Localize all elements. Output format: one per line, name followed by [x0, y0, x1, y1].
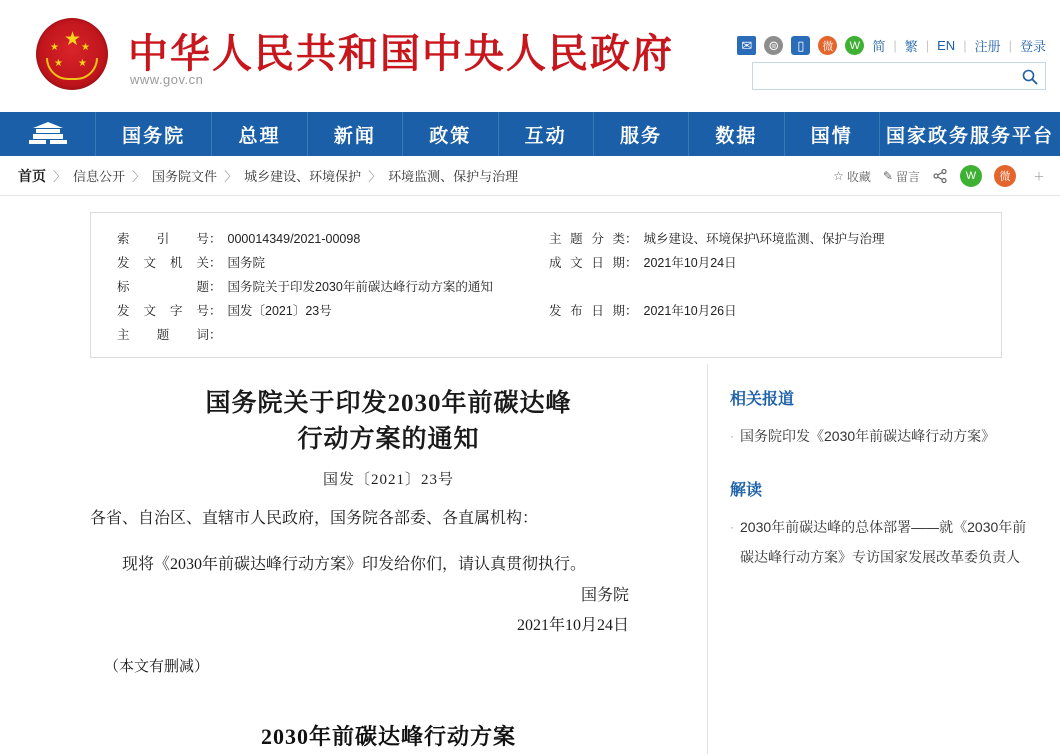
pencil-icon: ✎	[882, 169, 893, 183]
nav-item-shuju[interactable]: 数据	[689, 112, 784, 156]
message-button[interactable]	[883, 168, 920, 185]
breadcrumb-home[interactable]: 首页	[18, 167, 46, 184]
metadata-row	[91, 227, 1001, 251]
share-icon	[932, 168, 948, 184]
weibo-share-icon[interactable]: 微	[994, 165, 1016, 187]
register-link[interactable]: 注册	[974, 39, 1001, 54]
metadata-value-category: 城乡建设、环境保护\环境监测、保护与治理	[643, 232, 885, 246]
metadata-colon: ：	[625, 256, 638, 270]
metadata-label-written-date: 成文日期	[549, 256, 625, 270]
breadcrumb-actions	[833, 156, 1050, 196]
metadata-value-doc-number: 国发〔2021〕23号	[227, 304, 332, 318]
wechat-icon[interactable]: W	[845, 36, 864, 55]
plus-icon[interactable]: ＋	[1028, 165, 1050, 187]
page-content	[0, 212, 1060, 754]
metadata-colon: ：	[625, 304, 638, 318]
breadcrumb-arrow-3: 〉	[224, 169, 238, 184]
wechat-share-icon[interactable]: W	[960, 165, 982, 187]
metadata-colon: ：	[209, 256, 222, 270]
mail-icon[interactable]: ✉	[737, 36, 756, 55]
metadata-row	[91, 323, 1001, 347]
nav-item-xinwen[interactable]: 新闻	[308, 112, 403, 156]
tools-separator-3: |	[963, 38, 967, 53]
nav-item-zongli[interactable]: 总理	[212, 112, 307, 156]
metadata-colon: ：	[209, 232, 222, 246]
nav-item-guoqing[interactable]: 国情	[785, 112, 880, 156]
metadata-value-written-date: 2021年10月24日	[643, 256, 737, 270]
breadcrumb-arrow-4: 〉	[368, 169, 382, 184]
main-nav	[0, 112, 1060, 156]
message-label: 留言	[895, 169, 920, 184]
article-signature: 国务院	[580, 587, 629, 604]
search-input[interactable]	[753, 63, 1015, 89]
metadata-label-issuer: 发文机关	[117, 256, 209, 270]
document-metadata-table	[90, 212, 1002, 358]
search-button[interactable]	[1021, 67, 1041, 87]
sidebar-link-interpretation-1[interactable]: 2030年前碳达峰的总体部署——就《2030年前碳达峰行动方案》专访国家发展改革委负责人	[740, 519, 1027, 565]
metadata-value-publish-date: 2021年10月26日	[643, 304, 737, 318]
site-url: www.gov.cn	[130, 72, 204, 87]
metadata-value-issuer: 国务院	[227, 256, 266, 270]
article-sign-date: 2021年10月24日	[516, 617, 629, 634]
metadata-row	[91, 299, 1001, 323]
article-title-line1: 国务院关于印发2030年前碳达峰	[205, 390, 572, 417]
body-wrapper	[18, 364, 1042, 754]
favorite-button[interactable]	[833, 168, 871, 185]
bullet-icon: ·	[730, 429, 734, 443]
metadata-label-title: 标 题	[117, 280, 209, 294]
metadata-colon: ：	[625, 232, 638, 246]
search-box[interactable]	[752, 62, 1046, 90]
lang-traditional-link[interactable]: 繁	[904, 39, 918, 54]
article-heading-2: 2030年前碳达峰行动方案	[260, 724, 516, 749]
metadata-label-keywords: 主 题 词	[117, 328, 209, 342]
metadata-label-publish-date: 发布日期	[549, 304, 625, 318]
star-icon: ☆	[833, 169, 844, 183]
sidebar-section-related-title: 相关报道	[730, 391, 795, 408]
nav-item-service-platform[interactable]: 国家政务服务平台	[886, 125, 1055, 147]
site-header	[0, 0, 1060, 112]
breadcrumb-item-2[interactable]: 国务院文件	[152, 169, 218, 184]
favorite-label: 收藏	[846, 169, 871, 184]
lang-simplified-link[interactable]: 简	[872, 39, 886, 54]
gate-tower-icon	[25, 121, 71, 147]
nav-item-hudong[interactable]: 互动	[499, 112, 594, 156]
article-body	[18, 364, 708, 754]
weibo-icon[interactable]: 微	[818, 36, 837, 55]
share-button[interactable]	[932, 168, 948, 184]
mobile-icon[interactable]: ▯	[791, 36, 810, 55]
bullet-icon: ·	[730, 520, 734, 534]
search-icon	[1021, 68, 1039, 86]
national-emblem-icon: ★ ★ ★ ★ ★	[36, 18, 110, 92]
metadata-row	[91, 251, 1001, 275]
sidebar-item-related-1[interactable]	[730, 421, 1028, 451]
breadcrumb-item-4[interactable]: 环境监测、保护与治理	[388, 169, 519, 184]
lang-english-link[interactable]: EN	[937, 38, 956, 53]
breadcrumb-arrow-1: 〉	[53, 169, 67, 184]
nav-item-guowuyuan[interactable]: 国务院	[96, 112, 212, 156]
site-title: 中华人民共和国中央人民政府	[128, 31, 674, 76]
tools-separator-4: |	[1008, 38, 1012, 53]
breadcrumb-item-1[interactable]: 信息公开	[73, 169, 126, 184]
article-doc-number: 国发〔2021〕23号	[322, 472, 454, 488]
sidebar-section-interpretation-title: 解读	[730, 482, 763, 499]
tools-separator-2: |	[925, 38, 930, 53]
sidebar	[708, 364, 1042, 754]
mini-site-icon[interactable]: ⊜	[764, 36, 783, 55]
metadata-label-index: 索引号	[117, 232, 209, 246]
metadata-colon: ：	[209, 280, 222, 294]
sidebar-link-related-1[interactable]: 国务院印发《2030年前碳达峰行动方案》	[740, 428, 996, 444]
login-link[interactable]: 登录	[1019, 39, 1046, 54]
metadata-colon: ：	[209, 328, 222, 342]
tools-separator-1: |	[893, 38, 897, 53]
metadata-row	[91, 275, 1001, 299]
nav-item-zhengce[interactable]: 政策	[403, 112, 498, 156]
metadata-label-category: 主题分类	[549, 232, 625, 246]
breadcrumb-arrow-2: 〉	[132, 169, 146, 184]
breadcrumb-item-3[interactable]: 城乡建设、环境保护	[244, 169, 362, 184]
metadata-value-index: 000014349/2021-00098	[227, 232, 361, 246]
sidebar-item-interpretation-1[interactable]	[730, 512, 1028, 572]
article-title-line2: 行动方案的通知	[297, 426, 480, 453]
article-paragraph-1: 现将《2030年前碳达峰行动方案》印发给你们，请认真贯彻执行。	[122, 556, 587, 573]
article-salutation: 各省、自治区、直辖市人民政府，国务院各部委、各直属机构：	[90, 510, 539, 527]
article-note: （本文有删减）	[104, 659, 210, 675]
metadata-colon: ：	[209, 304, 222, 318]
nav-item-fuwu[interactable]: 服务	[594, 112, 689, 156]
nav-home-button[interactable]	[0, 112, 96, 156]
metadata-value-title: 国务院关于印发2030年前碳达峰行动方案的通知	[227, 280, 493, 294]
header-tools	[737, 36, 1046, 55]
metadata-label-doc-number: 发文字号	[117, 304, 209, 318]
breadcrumb	[0, 156, 1060, 196]
